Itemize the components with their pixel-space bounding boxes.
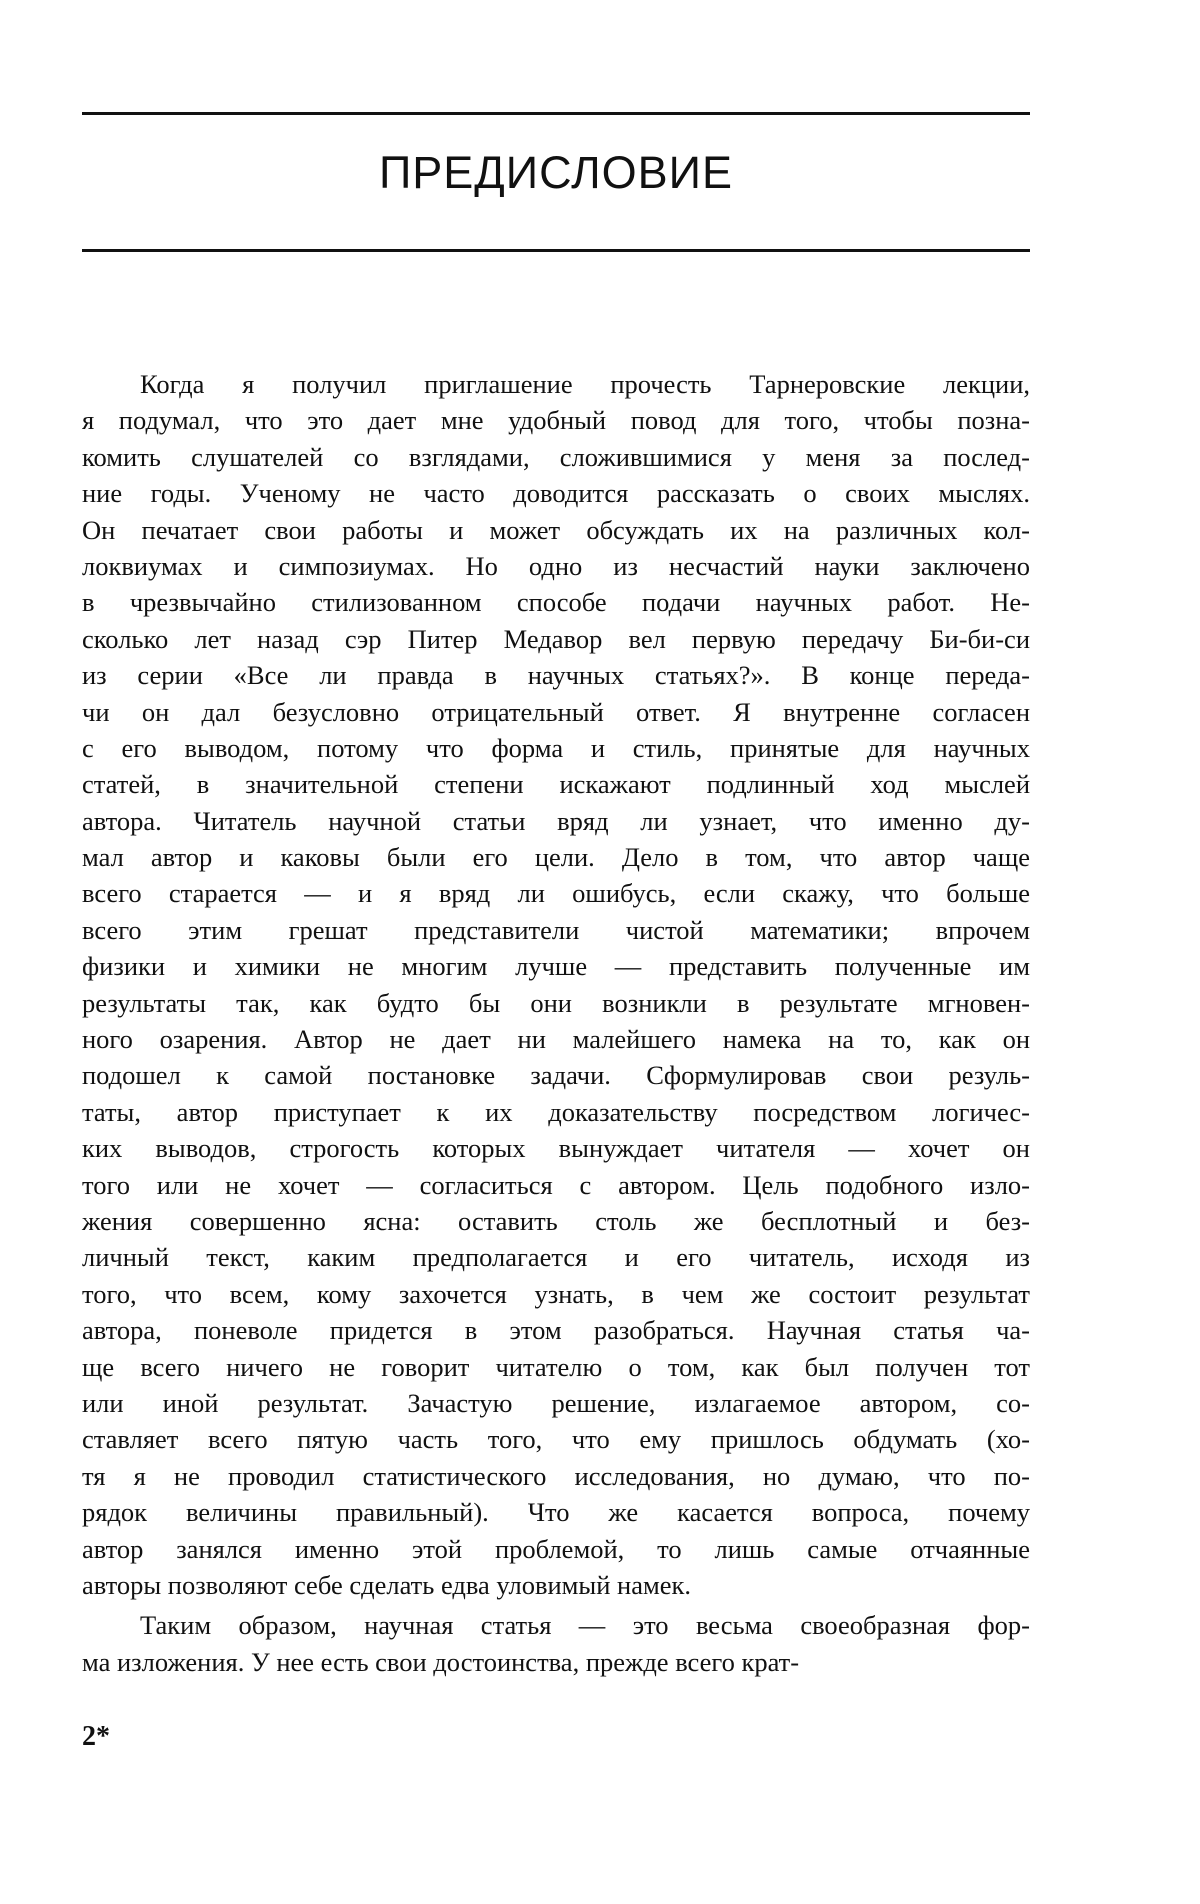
text-line: в чрезвычайно стилизованном способе подачи научных работ. Не- [82,587,1030,618]
text-line: или иной результат. Зачастую решение, излагаемое автором, со- [82,1387,1030,1418]
text-line: Когда я получил приглашение прочесть Тарнеровские лекции, [140,369,1030,399]
text-line: физики и химики не многим лучше — представить полученные им [82,951,1030,982]
text-line: автор занялся именно этой проблемой, то лишь самые отчаянные [82,1533,1030,1564]
text-line: жения совершенно ясна: оставить столь же бесплотный и без- [82,1205,1030,1236]
text-line: всего старается — и я вряд ли ошибусь, если скажу, что больше [82,878,1030,909]
text-line: ще всего ничего не говорит читателю о том, как был получен тот [82,1351,1030,1382]
text-line: мал автор и каковы были его цели. Дело в том, что автор чаще [82,842,1030,873]
text-line: тя я не проводил статистического исследования, но думаю, что по- [82,1460,1030,1491]
text-line: ставляет всего пятую часть того, что ему пришлось обдумать (хо- [82,1424,1030,1455]
text-line: результаты так, как будто бы они возникли в результате мгновен- [82,987,1030,1018]
text-line: таты, автор приступает к их доказательству посредством логичес- [82,1096,1030,1127]
text-line: Таким образом, научная статья — это весьма своеобразная фор- [140,1610,1030,1641]
text-line: рядок величины правильный). Что же касается вопроса, почему [82,1497,1030,1528]
text-line: всего этим грешат представители чистой математики; впрочем [82,914,1030,945]
top-rule [82,112,1030,115]
text-line: ного озарения. Автор не дает ни малейшего намека на то, как он [82,1024,1030,1055]
document-page [82,0,1030,1904]
printer-signature-mark: 2* [82,1721,110,1752]
text-line: я подумал, что это дает мне удобный повод для того, чтобы позна- [82,405,1030,436]
text-line: того, что всем, кому захочется узнать, в чем же состоит результат [82,1278,1030,1309]
text-line: ние годы. Ученому не часто доводится рассказать о своих мыслях. [82,478,1030,509]
text-line: статей, в значительной степени искажают подлинный ход мыслей [82,769,1030,800]
paragraph [82,1607,1030,1680]
text-line: подошел к самой постановке задачи. Сформулировав свои резуль- [82,1060,1030,1091]
text-line: личный текст, каким предполагается и его читатель, исходя из [82,1242,1030,1273]
body-text [82,366,1030,1682]
text-line: локвиумах и симпозиумах. Но одно из несчастий науки заключено [82,550,1030,581]
text-line: автора. Читатель научной статьи вряд ли узнает, что именно ду- [82,805,1030,836]
text-line: комить слушателей со взглядами, сложившимися у меня за послед- [82,441,1030,472]
text-line: автора, поневоле придется в этом разобраться. Научная статья ча- [82,1315,1030,1346]
text-line: авторы позволяют себе сделать едва уловимый намек. [82,1569,691,1600]
paragraph [82,366,1030,1603]
chapter-title: ПРЕДИСЛОВИЕ [378,147,734,198]
bottom-rule [82,249,1030,252]
text-line: с его выводом, потому что форма и стиль, принятые для научных [82,732,1030,763]
text-line: Он печатает свои работы и может обсуждать их на различных кол- [82,514,1030,545]
text-line: ма изложения. У нее есть свои достоинства, прежде всего крат- [82,1646,800,1677]
text-line: из серии «Все ли правда в научных статьях?». В конце переда- [82,660,1030,691]
text-line: сколько лет назад сэр Питер Медавор вел первую передачу Би-би-си [82,623,1030,654]
text-line: ких выводов, строгость которых вынуждает читателя — хочет он [82,1133,1030,1164]
text-line: того или не хочет — согласиться с автором. Цель подобного изло- [82,1169,1030,1200]
text-line: чи он дал безусловно отрицательный ответ. Я внутренне согласен [82,696,1030,727]
